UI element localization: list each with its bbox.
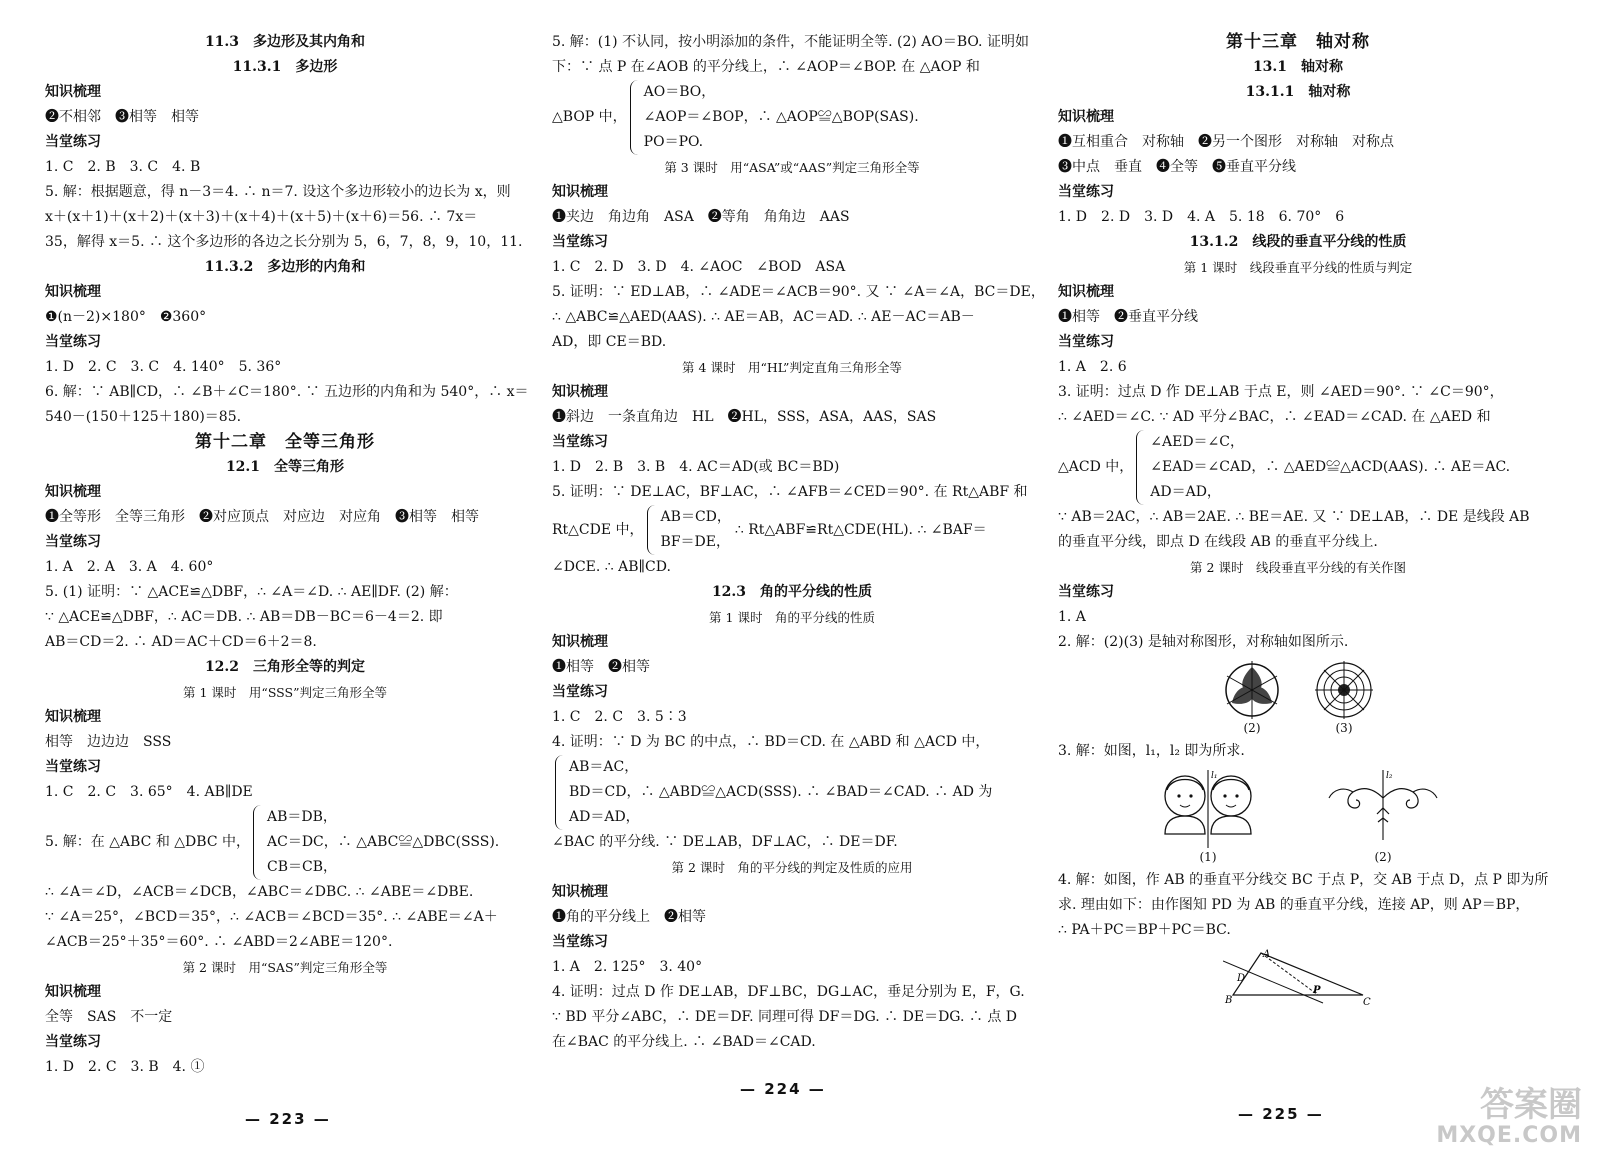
figure-caption: (2) bbox=[1243, 721, 1261, 735]
answer-line: 相等 边边边 SSS bbox=[45, 734, 172, 750]
answer-line: ∵ AB＝2AC，∴ AB＝2AE. ∴ BE＝AE. 又 ∵ DE⊥AB，∴ DE 是线段 AB bbox=[1058, 509, 1530, 525]
label-practice: 当堂练习 bbox=[45, 1034, 101, 1050]
figure-caption: (1) bbox=[1199, 850, 1217, 864]
page-number: — 223 — bbox=[245, 1110, 331, 1128]
chapter-heading: 第十二章 全等三角形 bbox=[195, 432, 375, 452]
answer-line: 1. A 2. 125° 3. 40° bbox=[552, 959, 703, 975]
answer-line: 2. 解：(2)(3) 是轴对称图形，对称轴如图所示. bbox=[1058, 634, 1349, 650]
answer-line: ❶角的平分线上 ❷相等 bbox=[552, 909, 706, 925]
label-knowledge: 知识梳理 bbox=[552, 634, 608, 650]
subsection-heading: 13.1.1 轴对称 bbox=[1245, 84, 1351, 100]
answer-line: 3. 解：如图，l₁，l₂ 即为所求. bbox=[1058, 743, 1245, 759]
answer-line: AD，即 CE＝BD. bbox=[552, 334, 667, 350]
lesson-heading: 第 2 课时 用“SAS”判定三角形全等 bbox=[182, 960, 388, 975]
answer-line: ❶(n－2)×180° ❷360° bbox=[45, 309, 207, 325]
answer-line: 6. 解：∵ AB∥CD，∴ ∠B＋∠C＝180°. ∵ 五边形的内角和为 540°，∴ x＝ bbox=[45, 384, 529, 400]
equation-line: ∠AED＝∠C， bbox=[1150, 434, 1244, 450]
answer-line: 在∠BAC 的平分线上. ∴ ∠BAD＝∠CAD. bbox=[552, 1034, 816, 1050]
perpendicular-bisector-figure bbox=[1058, 947, 1538, 1007]
label-practice: 当堂练习 bbox=[45, 334, 101, 350]
lesson-heading: 第 1 课时 用“SSS”判定三角形全等 bbox=[183, 685, 387, 700]
spiderweb-figure-icon bbox=[1313, 659, 1375, 721]
answer-line: 1. D 2. C 3. C 4. 140° 5. 36° bbox=[45, 359, 282, 375]
equation-system bbox=[45, 805, 525, 880]
label-knowledge: 知识梳理 bbox=[45, 284, 101, 300]
answer-line: 1. D 2. C 3. B 4. ① bbox=[45, 1059, 205, 1075]
figure-caption: (2) bbox=[1374, 850, 1392, 864]
column-page-224 bbox=[552, 30, 1045, 1055]
subsection-heading: 11.3.2 多边形的内角和 bbox=[204, 259, 366, 275]
label-practice: 当堂练习 bbox=[1058, 184, 1114, 200]
answer-line: ∴ ∠A＝∠D，∠ACB＝∠DCB，∠ABC＝∠DBC. ∴ ∠ABE＝∠DBE. bbox=[45, 884, 474, 900]
answer-line: ❶相等 ❷相等 bbox=[552, 659, 650, 675]
page-number: — 225 — bbox=[1238, 1105, 1324, 1123]
chapter-heading: 第十三章 轴对称 bbox=[1226, 32, 1370, 52]
equation-line: BD＝CD，∴ △ABD≌△ACD(SSS). ∴ ∠BAD＝∠CAD. ∴ AD 为 bbox=[569, 784, 993, 800]
point-label: D bbox=[1237, 973, 1246, 984]
page-number: — 224 — bbox=[740, 1080, 826, 1098]
label-practice: 当堂练习 bbox=[552, 434, 608, 450]
ornament-figure-icon bbox=[1323, 768, 1443, 850]
answer-line: 5. 证明：∵ ED⊥AB，∴ ∠ADE＝∠ACB＝90°. 又 ∵ ∠A＝∠A，BC＝DE， bbox=[552, 284, 1045, 300]
label-knowledge: 知识梳理 bbox=[45, 709, 101, 725]
lesson-heading: 第 1 课时 角的平分线的性质 bbox=[709, 610, 875, 625]
answer-line: 4. 解：如图，作 AB 的垂直平分线交 BC 于点 P，交 AB 于点 D，点 P 即为所 bbox=[1058, 872, 1549, 888]
watermark-logo bbox=[1436, 1087, 1582, 1148]
label-practice: 当堂练习 bbox=[552, 684, 608, 700]
label-knowledge: 知识梳理 bbox=[45, 984, 101, 1000]
answer-line: ∠DCE. ∴ AB∥CD. bbox=[552, 559, 671, 575]
answer-line: 全等 SAS 不一定 bbox=[45, 1009, 173, 1025]
equation-line: CB＝CB， bbox=[267, 859, 337, 875]
equation-line: AB＝CD， bbox=[660, 509, 731, 525]
equation-line: AD＝AD， bbox=[1150, 484, 1221, 500]
answer-line: ∵ BD 平分∠ABC，∴ DE＝DF. 同理可得 DF＝DG. ∴ DE＝DG. ∴ 点 D bbox=[552, 1009, 1018, 1025]
figure-faces bbox=[1153, 768, 1263, 864]
label-practice: 当堂练习 bbox=[552, 934, 608, 950]
equation-line: BF＝DE， bbox=[660, 534, 730, 550]
brace-symbol bbox=[555, 755, 566, 830]
line-label: l₂ bbox=[1386, 771, 1393, 781]
section-heading: 13.1 轴对称 bbox=[1252, 59, 1344, 75]
equation-line: AB＝AC， bbox=[569, 759, 639, 775]
answer-line: ∴ Rt△ABF≌Rt△CDE(HL). ∴ ∠BAF＝ bbox=[734, 521, 987, 538]
answer-line: ∵ ∠A＝25°，∠BCD＝35°，∴ ∠ACB＝∠BCD＝35°. ∴ ∠ABE＝∠A＋ bbox=[45, 909, 498, 925]
answer-line: 1. C 2. B 3. C 4. B bbox=[45, 159, 201, 175]
answer-line: 5. (1) 证明：∵ △ACE≌△DBF，∴ ∠A＝∠D. ∴ AE∥DF. (2) 解： bbox=[45, 584, 458, 600]
watermark-url: MXQE.COM bbox=[1436, 1123, 1582, 1148]
answer-line: ∴ PA＋PC＝BP＋PC＝BC. bbox=[1058, 922, 1231, 938]
section-heading: 12.1 全等三角形 bbox=[225, 459, 345, 475]
symmetry-figures bbox=[1058, 659, 1538, 735]
answer-line: ❸中点 垂直 ❹全等 ❺垂直平分线 bbox=[1058, 159, 1296, 175]
answer-line: ❶互相重合 对称轴 ❷另一个图形 对称轴 对称点 bbox=[1058, 134, 1394, 150]
point-label: C bbox=[1363, 997, 1371, 1007]
answer-line: 1. D 2. B 3. B 4. AC＝AD(或 BC＝BD) bbox=[552, 459, 840, 475]
answer-line: 1. A 2. 6 bbox=[1058, 359, 1127, 375]
answer-line: 540－(150＋125＋180)＝85. bbox=[45, 409, 242, 425]
answer-line: 1. D 2. D 3. D 4. A 5. 18 6. 70° 6 bbox=[1058, 209, 1345, 225]
label-practice: 当堂练习 bbox=[45, 759, 101, 775]
section-heading: 12.3 角的平分线的性质 bbox=[711, 584, 873, 600]
equation-line: ∠EAD＝∠CAD，∴ △AED≌△ACD(AAS). ∴ AE＝AC. bbox=[1150, 459, 1511, 475]
answer-line: △BOP 中， bbox=[552, 109, 627, 125]
answer-line: 5. 解：根据题意，得 n－3＝4. ∴ n＝7. 设这个多边形较小的边长为 x，则 bbox=[45, 184, 511, 200]
equation-system bbox=[552, 755, 1032, 830]
trefoil-figure-icon bbox=[1221, 659, 1283, 721]
label-knowledge: 知识梳理 bbox=[1058, 109, 1114, 125]
label-practice: 当堂练习 bbox=[45, 534, 101, 550]
answer-line: 下：∵ 点 P 在∠AOB 的平分线上，∴ ∠AOP＝∠BOP. 在 △AOP 和 bbox=[552, 59, 980, 75]
answer-line: 5. 解：在 △ABC 和 △DBC 中， bbox=[45, 834, 250, 850]
equation-line: ∠AOP＝∠BOP，∴ △AOP≌△BOP(SAS). bbox=[643, 109, 919, 125]
equation-line: AO＝BO， bbox=[643, 84, 716, 100]
answer-line: 1. C 2. C 3. 5∶3 bbox=[552, 709, 687, 725]
equation-system bbox=[552, 80, 1032, 155]
answer-line: 的垂直平分线，即点 D 在线段 AB 的垂直平分线上. bbox=[1058, 534, 1378, 550]
figure-caption: (3) bbox=[1335, 721, 1353, 735]
point-label: A bbox=[1263, 949, 1271, 960]
line-label: l₁ bbox=[1211, 771, 1218, 781]
label-knowledge: 知识梳理 bbox=[1058, 284, 1114, 300]
section-heading: 11.3 多边形及其内角和 bbox=[204, 34, 366, 50]
answer-line: ∠ACB＝25°＋35°＝60°. ∴ ∠ABD＝2∠ABE＝120°. bbox=[45, 934, 393, 950]
brace-symbol bbox=[630, 80, 641, 155]
axis-drawing-figures bbox=[1058, 768, 1538, 864]
label-knowledge: 知识梳理 bbox=[45, 84, 101, 100]
answer-line: ❶全等形 全等三角形 ❷对应顶点 对应边 对应角 ❸相等 相等 bbox=[45, 509, 479, 525]
lesson-heading: 第 2 课时 角的平分线的判定及性质的应用 bbox=[671, 860, 913, 875]
answer-line: ❶相等 ❷垂直平分线 bbox=[1058, 309, 1198, 325]
lesson-heading: 第 3 课时 用“ASA”或“AAS”判定三角形全等 bbox=[664, 160, 920, 175]
figure-3 bbox=[1313, 659, 1375, 735]
label-practice: 当堂练习 bbox=[45, 134, 101, 150]
answer-line: 求. 理由如下：由作图知 PD 为 AB 的垂直平分线，连接 AP，则 AP＝BP， bbox=[1058, 897, 1530, 913]
lesson-heading: 第 1 课时 线段垂直平分线的性质与判定 bbox=[1183, 260, 1413, 275]
equation-line: PO＝PO. bbox=[643, 134, 704, 150]
twin-faces-figure-icon bbox=[1153, 768, 1263, 850]
lesson-heading: 第 4 课时 用“HL”判定直角三角形全等 bbox=[682, 360, 902, 375]
brace-symbol bbox=[647, 505, 658, 555]
column-page-223 bbox=[45, 30, 529, 1080]
equation-line: AC＝DC，∴ △ABC≌△DBC(SSS). bbox=[267, 834, 500, 850]
figure-2 bbox=[1221, 659, 1283, 735]
answer-line: 5. 解：(1) 不认同，按小明添加的条件，不能证明全等. (2) AO＝BO. 证明如 bbox=[552, 34, 1029, 50]
answer-line: 4. 证明：过点 D 作 DE⊥AB，DF⊥BC，DG⊥AC，垂足分别为 E，F，G. bbox=[552, 984, 1025, 1000]
answer-line: Rt△CDE 中， bbox=[552, 521, 644, 538]
answer-line: 1. C 2. C 3. 65° 4. AB∥DE bbox=[45, 784, 253, 800]
label-knowledge: 知识梳理 bbox=[552, 184, 608, 200]
answer-line: x＋(x＋1)＋(x＋2)＋(x＋3)＋(x＋4)＋(x＋5)＋(x＋6)＝56. ∴ 7x＝ bbox=[45, 209, 478, 225]
watermark-text: 答案圈 bbox=[1480, 1085, 1582, 1125]
label-practice: 当堂练习 bbox=[552, 234, 608, 250]
equation-system bbox=[552, 505, 1032, 555]
equation-line: AD＝AD， bbox=[569, 809, 640, 825]
answer-line: AB＝CD＝2. ∴ AD＝AC＋CD＝6＋2＝8. bbox=[45, 634, 317, 650]
lesson-heading: 第 2 课时 线段垂直平分线的有关作图 bbox=[1190, 560, 1406, 575]
answer-line: ❷不相邻 ❸相等 相等 bbox=[45, 109, 199, 125]
column-page-225 bbox=[1058, 30, 1549, 1011]
answer-line: ❶夹边 角边角 ASA ❷等角 角角边 AAS bbox=[552, 209, 850, 225]
answer-line: 1. C 2. D 3. D 4. ∠AOC ∠BOD ASA bbox=[552, 259, 846, 275]
subsection-heading: 11.3.1 多边形 bbox=[232, 59, 338, 75]
answer-line: ∴ ∠AED＝∠C. ∵ AD 平分∠BAC，∴ ∠EAD＝∠CAD. 在 △AED 和 bbox=[1058, 409, 1491, 425]
triangle-construction-figure-icon bbox=[1223, 947, 1373, 1007]
answer-line: ∵ △ACE≌△DBF，∴ AC＝DB. ∴ AB＝DB－BC＝6－4＝2. 即 bbox=[45, 609, 443, 625]
equation-line: AB＝DB， bbox=[267, 809, 337, 825]
point-label: P bbox=[1313, 985, 1321, 996]
answer-line: 35，解得 x＝5. ∴ 这个多边形的各边之长分别为 5，6，7，8，9，10，11. bbox=[45, 234, 523, 250]
label-knowledge: 知识梳理 bbox=[45, 484, 101, 500]
answer-line: 1. A 2. A 3. A 4. 60° bbox=[45, 559, 214, 575]
answer-line: ❶斜边 一条直角边 HL ❷HL，SSS，ASA，AAS，SAS bbox=[552, 409, 937, 425]
answer-line: △ACD 中， bbox=[1058, 459, 1134, 475]
point-label: B bbox=[1225, 995, 1233, 1006]
section-heading: 12.2 三角形全等的判定 bbox=[204, 659, 366, 675]
answer-line: 3. 证明：过点 D 作 DE⊥AB 于点 E，则 ∠AED＝90°. ∵ ∠C＝90°， bbox=[1058, 384, 1504, 400]
answer-line: 5. 证明：∵ DE⊥AC，BF⊥AC，∴ ∠AFB＝∠CED＝90°. 在 Rt△ABF 和 bbox=[552, 484, 1028, 500]
answer-line: ∴ △ABC≌△AED(AAS). ∴ AE＝AB，AC＝AD. ∴ AE－AC＝AB－ bbox=[552, 309, 975, 325]
answer-line: 1. A bbox=[1058, 609, 1086, 625]
answer-line: ∠BAC 的平分线. ∵ DE⊥AB，DF⊥AC，∴ DE＝DF. bbox=[552, 834, 898, 850]
answer-line: 4. 证明：∵ D 为 BC 的中点，∴ BD＝CD. 在 △ABD 和 △ACD 中， bbox=[552, 734, 990, 750]
label-practice: 当堂练习 bbox=[1058, 334, 1114, 350]
equation-system bbox=[1058, 430, 1538, 505]
label-knowledge: 知识梳理 bbox=[552, 884, 608, 900]
figure-ornament bbox=[1323, 768, 1443, 864]
label-knowledge: 知识梳理 bbox=[552, 384, 608, 400]
brace-symbol bbox=[1136, 430, 1147, 505]
brace-symbol bbox=[253, 805, 264, 880]
label-practice: 当堂练习 bbox=[1058, 584, 1114, 600]
subsection-heading: 13.1.2 线段的垂直平分线的性质 bbox=[1189, 234, 1407, 250]
